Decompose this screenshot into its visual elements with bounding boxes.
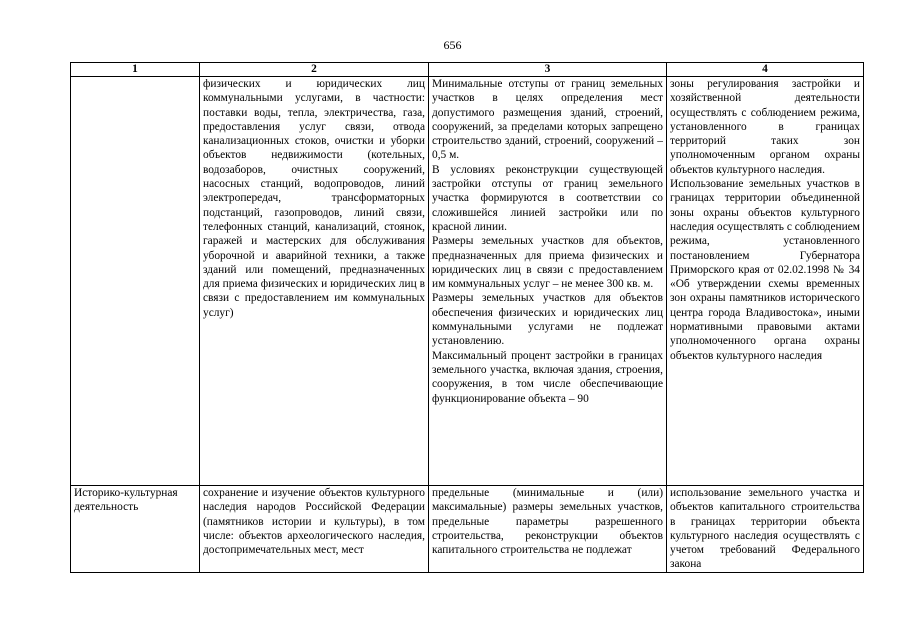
parameters-cell: предельные (минимальные и (или) максимальные) размеры земельных участков, предельные параметры разрешенного строительства, реконструкции объектов капитального строительства не подлежат [429, 486, 667, 573]
parameters-cell: Минимальные отступы от границ земельных участков в целях определения мест допустимого размещения зданий, строений, сооружений, за пределами которых запрещено строительство зданий, строений, сооружений – 0,5 м. В условиях реконструкции существующей застройки отступы от границ земельного участка формируются в соответствии со сложившейся линией застройки или по красной линии. Размеры земельных участков для объектов, предназначенных для приема физических и юридических лиц в связи с предоставлением им коммунальных услуг – не менее 300 кв. м. Размеры земельных участков для объектов обеспечения физических и юридических лиц коммунальными услугами не подлежат установлению. Максимальный процент застройки в границах земельного участка, включая здания, строения, сооружения, в том числе обеспечивающие функционирование объекта – 90 [429, 77, 667, 486]
column-header-4: 4 [667, 63, 864, 77]
header-row [71, 63, 864, 77]
restrictions-cell: использование земельного участка и объектов капитального строительства в границах территории объекта культурного наследия осуществлять с учетом требований Федерального закона [667, 486, 864, 573]
use-type-cell [71, 77, 200, 486]
column-header-3: 3 [429, 63, 667, 77]
use-type-cell: Историко-культурная деятельность [71, 486, 200, 573]
restrictions-cell: зоны регулирования застройки и хозяйственной деятельности осуществлять с соблюдением режима, установленного в границах территорий таких зон уполномоченным органом охраны объектов культурного наследия. Использование земельных участков в границах территории объединенной зоны охраны объектов культурного наследия осуществлять с соблюдением режима, установленного постановлением Губернатора Приморского края от 02.02.1998 № 34 «Об утверждении схемы временных зон охраны памятников исторического центра города Владивостока», иными нормативными правовыми актами уполномоченного органа охраны объектов культурного наследия [667, 77, 864, 486]
table-row [71, 486, 864, 573]
land-use-table [70, 62, 864, 573]
use-description-cell: сохранение и изучение объектов культурного наследия народов Российской Федерации (памятников истории и культуры), в том числе: объектов археологического наследия, достопримечательных мест, мест [200, 486, 429, 573]
table-row [71, 77, 864, 486]
use-description-cell: физических и юридических лиц коммунальными услугами, в частности: поставки воды, тепла, электричества, газа, предоставления услуг связи, отвода канализационных стоков, очистки и уборки объектов недвижимости (котельных, водозаборов, очистных сооружений, насосных станций, водопроводов, линий электропередач, трансформаторных подстанций, газопроводов, линий связи, телефонных станций, канализаций, стоянок, гаражей и мастерских для обслуживания уборочной и аварийной техники, а также зданий или помещений, предназначенных для приема физических и юридических лиц в связи с предоставлением им коммунальных услуг) [200, 77, 429, 486]
column-header-2: 2 [200, 63, 429, 77]
column-header-1: 1 [71, 63, 200, 77]
page-number: 656 [443, 38, 462, 52]
